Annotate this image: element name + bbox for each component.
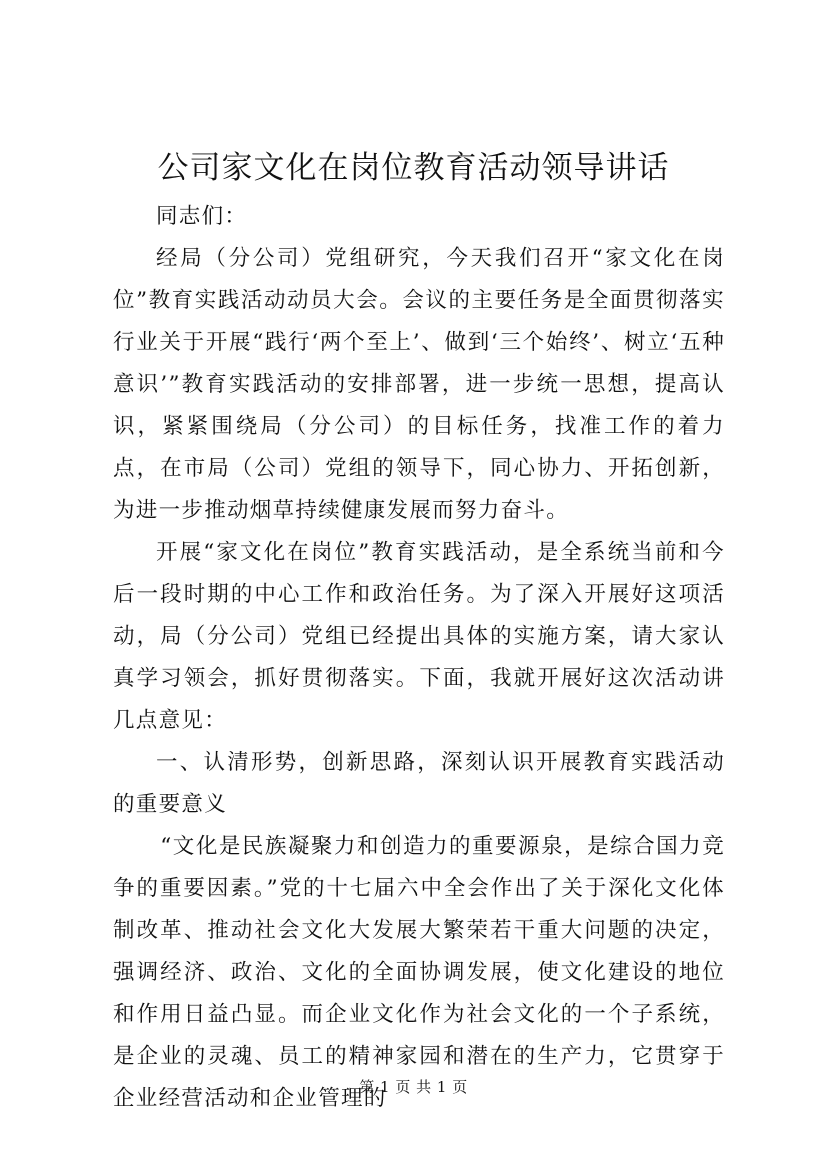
document-title: 公司家文化在岗位教育活动领导讲话 [157,150,670,186]
paragraph-purpose: 开展“家文化在岗位”教育实践活动，是全系统当前和今后一段时期的中心工作和政治任务。为了深入开展好这项活动，局（分公司）党组已经提出具体的实施方案，请大家认真学习领会，抓好贯彻落实。下面，我就开展好这次活动讲几点意见： [113,540,725,733]
section-heading-1: 一、认清形势，创新思路，深刻认识开展教育实践活动的重要意义 [113,750,725,817]
page-footer: 第 1 页 共 1 页 [359,1078,468,1096]
paragraph-intro: 经局（分公司）党组研究，今天我们召开“家文化在岗位”教育实践活动动员大会。会议的主要任务是全面贯彻落实行业关于开展“践行‘两个至上’、做到‘三个始终’、树立‘五种意识’”教育实践活动的安排部署，进一步统一思想，提高认识，紧紧围绕局（分公司）的目标任务，找准工作的着力点，在市局（公司）党组的领导下，同心协力、开拓创新，为进一步推动烟草持续健康发展而努力奋斗。 [113,246,725,523]
document-body [113,196,725,1120]
paragraph-culture: “文化是民族凝聚力和创造力的重要源泉，是综合国力竞争的重要因素。”党的十七届六中全会作出了关于深化文化体制改革、推动社会文化大发展大繁荣若干重大问题的决定，强调经济、政治、文化的全面协调发展，使文化建设的地位和作用日益凸显。而企业文化作为社会文化的一个子系统，是企业的灵魂、员工的精神家园和潜在的生产力，它贯穿于企业经营活动和企业管理的 [113,834,725,1111]
salutation: 同志们： [156,204,248,229]
